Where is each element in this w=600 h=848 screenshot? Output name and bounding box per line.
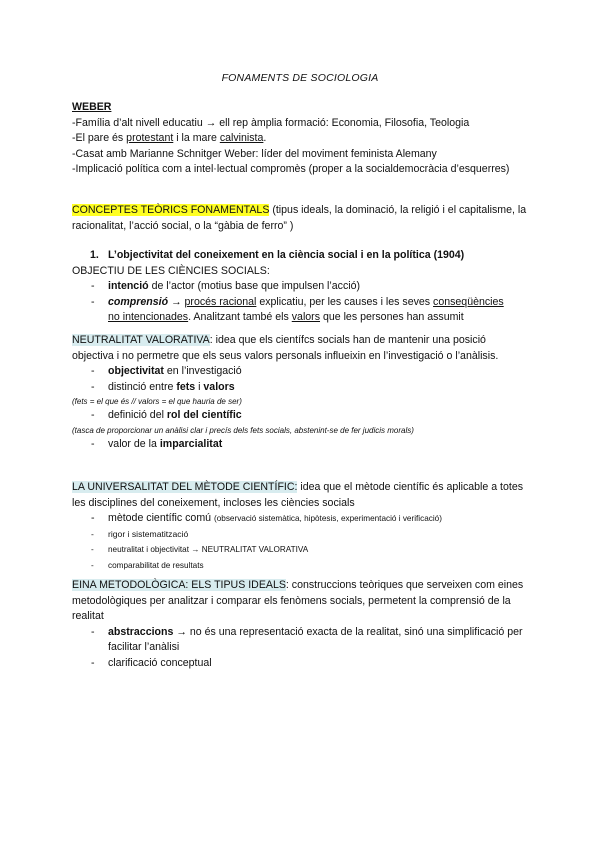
list-item	[72, 511, 530, 527]
neutralitat-list-2	[72, 408, 530, 424]
universalitat-section	[72, 480, 530, 573]
eina-label: EINA METODOLÒGICA: ELS TIPUS IDEALS	[72, 579, 286, 591]
universalitat-intro	[72, 480, 530, 511]
weber-line-politics: -Implicació política com a intel·lectual compromès (proper a la socialdemocràcia d’esquerres)	[72, 163, 510, 175]
item-text: que les persones han assumit	[320, 311, 464, 323]
item-text: → no és una representació exacta de la realitat, sinó una simplificació per facilitar l’anàlisi	[108, 625, 523, 653]
weber-heading: WEBER	[72, 101, 112, 113]
weber-section	[72, 100, 530, 178]
weber-line-married: -Casat amb Marianne Schnitger Weber: líder del moviment feminista Alemany	[72, 147, 437, 160]
parents-text: i la mare	[173, 132, 220, 144]
eina-intro	[72, 578, 530, 625]
neutralitat-intro	[72, 333, 530, 364]
item-text: valor de la	[108, 437, 160, 450]
list-item: - comparabilitat de resultats	[72, 558, 530, 574]
universalitat-label: LA UNIVERSALITAT DEL MÈTODE CIENTÍFIC:	[72, 481, 298, 493]
neutralitat-label: NEUTRALITAT VALORATIVA	[72, 334, 210, 346]
item-underlined: procés racional	[184, 295, 257, 308]
item-text: . Analitzant també els	[188, 311, 292, 323]
conceptes-label: CONCEPTES TEÒRICS FONAMENTALS	[72, 204, 270, 216]
item-bold: objectivitat	[108, 365, 164, 377]
document-title: FONAMENTS DE SOCIOLOGIA	[221, 72, 379, 84]
list-item	[72, 364, 530, 380]
parents-mother: calvinista	[219, 132, 264, 144]
note-fets-valors: (fets = el que és // valors = el que hauria de ser)	[72, 397, 242, 406]
item-bold: fets	[176, 380, 196, 393]
item-text: distinció entre	[108, 380, 177, 393]
item-text: de l’actor (motius base que impulsen l’acció)	[148, 280, 361, 292]
item-bold: valors	[203, 380, 235, 393]
parents-father: protestant	[126, 132, 174, 144]
conceptes-text: (tipus ideals, la dominació, la religió i el capitalisme, la racionalitat, l’acció social, o la “gàbia de ferro” )	[72, 204, 527, 232]
item-text: definició del	[108, 409, 167, 421]
section1-subheading: OBJECTIU DE LES CIÈNCIES SOCIALS:	[72, 264, 270, 277]
item-bold: comprensió	[108, 295, 169, 308]
weber-line-family: -Família d’alt nivell educatiu → ell rep àmplia formació: Economia, Filosofia, Teologia	[72, 116, 470, 129]
eina-list	[72, 625, 530, 672]
list-item	[72, 437, 530, 453]
item-bold: imparcialitat	[159, 437, 223, 450]
eina-text: : construccions teòriques que serveixen com eines metodològiques per analitzar i comparar els fenòmens socials, permetent la comprensió de la realitat	[72, 579, 524, 622]
item-text: explicatiu, per les causes i les seves	[256, 295, 434, 308]
note-tasca: (tasca de proporcionar un anàlisi clar i precís dels fets socials, abstenint-se de fer judicis morals)	[72, 425, 414, 435]
section1-list	[72, 279, 530, 326]
section1-heading	[72, 248, 530, 264]
item-small-text: (observació sistemàtica, hipòtesis, experimentació i verificació)	[213, 514, 442, 523]
neutralitat-section	[72, 333, 530, 452]
conceptes-section	[72, 203, 530, 234]
list-item	[72, 625, 530, 656]
parents-text: -El pare és	[72, 132, 127, 144]
parents-text: .	[263, 132, 267, 144]
eina-section	[72, 578, 530, 671]
list-item: - clarificació conceptual	[72, 656, 530, 672]
arrow: →	[168, 295, 185, 308]
item-underlined: no intencionades	[108, 311, 189, 323]
list-item	[72, 279, 530, 295]
list-item	[72, 380, 530, 396]
list-item: - neutralitat i objectivitat → NEUTRALITAT VALORATIVA	[72, 542, 530, 558]
list-item: - rigor i sistematització	[72, 527, 530, 543]
item-underlined: valors	[291, 311, 321, 323]
list-item	[72, 408, 530, 424]
item-bold: rol del científic	[166, 409, 242, 421]
item-text: en l’investigació	[163, 365, 242, 377]
section1-number: 1.	[90, 249, 99, 261]
weber-line-parents	[72, 131, 530, 147]
item-underlined: conseqüències	[433, 295, 504, 308]
neutralitat-list	[72, 364, 530, 395]
item-bold: intenció	[108, 280, 149, 292]
item-text: i	[195, 380, 204, 393]
section1-heading-text: L’objectivitat del coneixement en la ciència social i en la política (1904)	[108, 249, 465, 261]
item-bold: abstraccions	[108, 625, 174, 638]
universalitat-text: idea que el mètode científic és aplicable a totes les disciplines del coneixement, incloses les ciències socials	[72, 481, 524, 509]
section-objectivitat	[72, 248, 530, 326]
neutralitat-list-3	[72, 437, 530, 453]
list-item	[72, 295, 530, 326]
item-text: mètode científic comú	[108, 512, 214, 524]
neutralitat-text: : idea que els científcs socials han de mantenir una posició objectiva i no permetre que els seus valors personals influeixin en l’investigació o l’anàlisis.	[72, 334, 499, 362]
universalitat-list	[72, 511, 530, 573]
